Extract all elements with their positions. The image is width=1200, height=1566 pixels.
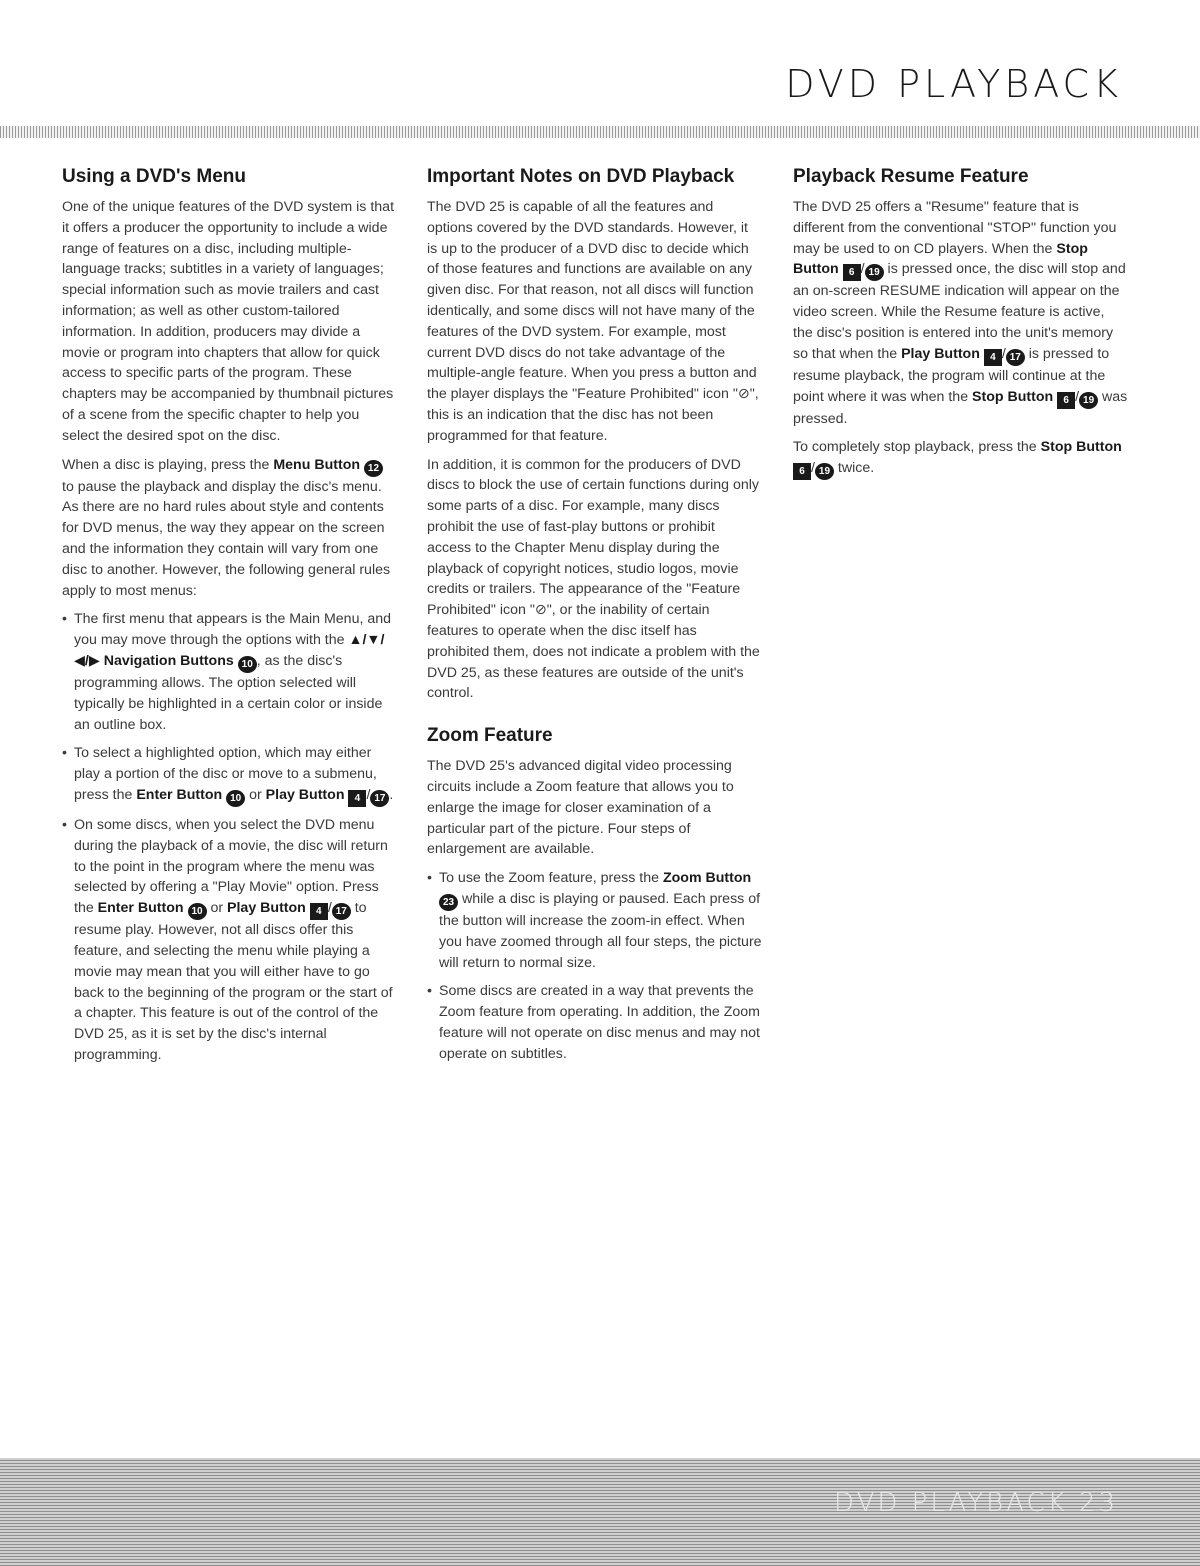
list-item bbox=[427, 868, 762, 973]
navigation-buttons-ref: ▲/▼/◀/▶ Navigation Buttons bbox=[74, 632, 385, 669]
text-run: On some discs, when you select the DVD menu during the playback of a movie, the disc will return to the point in the program where the menu was selected by offering a "Play Movie" option. Press the bbox=[74, 816, 388, 917]
text-run: The first menu that appears is the Main Menu, and you may move through the options with the bbox=[74, 611, 392, 649]
button-key: 6 bbox=[843, 264, 861, 281]
button-key: 4 bbox=[984, 349, 1002, 366]
text-run: is pressed once, the disc will stop and an on-screen RESUME indication will appear on the video screen. While the Resume feature is active, the disc's position is entered into the unit's memory so that when the bbox=[793, 261, 1126, 362]
paragraph: The DVD 25 is capable of all the features and options covered by the DVD standards. However, it is up to the producer of a DVD disc to decide which of those features and functions are available on any given disc. For that reason, not all discs will function identically, and some discs will not have many of the features of the DVD system. For example, most current DVD discs do not take advantage of the multiple-angle feature. When you press a button and the player displays the "Feature Prohibited" icon "⊘", this is an indication that the disc has not been programmed for that feature. bbox=[427, 199, 759, 444]
callout-number: 19 bbox=[865, 264, 884, 281]
text-run: to pause the playback and display the disc's menu. As there are no hard rules about style and contents for DVD menus, the way they appear on the screen and the information they contain will vary from one disc to another. However, the following general rules apply to most menus: bbox=[62, 478, 391, 599]
button-key: 4 bbox=[348, 790, 366, 807]
enter-button-ref: Enter Button bbox=[97, 900, 184, 917]
section-zoom-feature bbox=[427, 724, 762, 1064]
bullet-list bbox=[62, 609, 397, 1065]
callout-number: 19 bbox=[815, 463, 834, 480]
callout-number: 12 bbox=[364, 460, 383, 477]
play-button-ref: Play Button bbox=[265, 786, 345, 803]
section-heading: Playback Resume Feature bbox=[793, 166, 1029, 187]
callout-number: 17 bbox=[370, 790, 389, 807]
callout-number: 10 bbox=[238, 656, 257, 673]
paragraph: The DVD 25's advanced digital video processing circuits include a Zoom feature that allows you to enlarge the image for closer examination of a particular part of the picture. Four steps of enlargement are available. bbox=[427, 758, 734, 858]
header-divider bbox=[0, 126, 1200, 138]
section-heading: Using a DVD's Menu bbox=[62, 166, 246, 187]
list-item: • Some discs are created in a way that prevents the Zoom feature from operating. In addition, the Zoom feature will not operate on disc menus and may not operate on subtitles. bbox=[427, 981, 762, 1064]
paragraph: The DVD 25 offers a "Resume" feature that is different from the conventional "STOP" function you may be used to on CD players. When the Stop Button 6 / 19 is pressed once, the disc will stop and an on-screen RESUME indication will appear on the video screen. While the Resume feature is active, the disc's position is entered into the unit's memory so that when the Play Button 4 / 17 is pressed to resume playback, the program will continue at the point where it was when the Stop Button 6 / 19 was pressed. bbox=[793, 199, 1128, 427]
paragraph bbox=[62, 455, 397, 602]
column-middle bbox=[427, 165, 762, 1084]
text-run: To select a highlighted option, which may either play a portion of the disc or move to a submenu, press the bbox=[74, 745, 377, 803]
callout-number: 10 bbox=[226, 790, 245, 807]
section-important-notes bbox=[427, 165, 762, 704]
text-run: When a disc is playing, press the bbox=[62, 456, 274, 473]
callout-number: 19 bbox=[1079, 392, 1098, 409]
page-footer: DVD PLAYBACK 23 bbox=[834, 1488, 1118, 1518]
section-heading: Important Notes on DVD Playback bbox=[427, 166, 735, 187]
text-run: while a disc is playing or paused. Each press of the button will increase the zoom-in effect. When you have zoomed through all four steps, the picture will return to normal size. bbox=[439, 890, 762, 971]
callout-number: 10 bbox=[188, 903, 207, 920]
stop-button-ref: Stop Button bbox=[1040, 439, 1122, 456]
stop-button-ref: Stop Button bbox=[972, 388, 1054, 405]
text-run: or bbox=[245, 786, 266, 803]
list-item bbox=[62, 609, 397, 735]
text-run: is pressed to resume playback, the program will continue at the point where it was when the bbox=[793, 345, 1110, 405]
button-key: 6 bbox=[793, 463, 811, 480]
text-run: The DVD 25 offers a "Resume" feature that is different from the conventional "STOP" function you may be used to on CD players. When the bbox=[793, 199, 1117, 257]
stop-button-ref: Stop Button bbox=[793, 240, 1088, 278]
button-key: 4 bbox=[310, 903, 328, 920]
column-right bbox=[793, 165, 1128, 500]
text-run: twice. bbox=[833, 460, 875, 477]
text-run: was pressed. bbox=[793, 388, 1128, 427]
text-run: To use the Zoom feature, press the bbox=[439, 870, 663, 887]
paragraph: To completely stop playback, press the Stop Button 6 / 19 twice. bbox=[793, 437, 1128, 480]
play-button-ref: Play Button bbox=[901, 345, 980, 362]
section-dvd-menu bbox=[62, 165, 397, 1066]
paragraph: In addition, it is common for the producers of DVD discs to block the use of certain functions during only some parts of a disc. For example, many discs prohibit the use of fast-play buttons or prohibit access to the Chapter Menu display during the playback of copyright notices, studio logos, movie credits or trailers. The appearance of the "Feature Prohibited" icon "⊘", or the inability of certain features to operate when the disc itself has prohibited them, does not indicate a problem with the DVD 25, as these features are outside of the unit's control. bbox=[427, 456, 760, 702]
text-run: To completely stop playback, press the bbox=[793, 439, 1041, 456]
button-key: 6 bbox=[1057, 392, 1075, 409]
text-run: or bbox=[206, 900, 228, 917]
list-item: • On some discs, when you select the DVD menu during the playback of a movie, the disc will return to the point in the program where the menu was selected by offering a "Play Movie" option. Press the Enter Button 10 or Play Button 4 / 17 to resume play. However, not all discs offer this feature, and selecting the menu while playing a movie may mean that you will either have to go back to the beginning of the program or the start of a chapter. This feature is out of the control of the DVD 25, as it is set by the disc's internal programming. bbox=[62, 815, 397, 1066]
column-left bbox=[62, 165, 397, 1086]
zoom-button-ref: Zoom Button bbox=[662, 870, 752, 887]
enter-button-ref: Enter Button bbox=[136, 786, 223, 803]
menu-button-ref: Menu Button bbox=[273, 456, 361, 473]
play-button-ref: Play Button bbox=[227, 900, 306, 917]
section-playback-resume bbox=[793, 165, 1128, 480]
list-item: • To select a highlighted option, which may either play a portion of the disc or move to a submenu, press the Enter Button 10 or Play Button 4 / 17 . bbox=[62, 743, 397, 807]
bullet-list bbox=[427, 868, 762, 1064]
callout-number: 17 bbox=[1006, 349, 1025, 366]
page-title: DVD PLAYBACK bbox=[785, 62, 1122, 106]
text-run: to resume play. However, not all discs offer this feature, and selecting the menu while playing a movie may mean that you will either have to go back to the beginning of the program or the start of a chapter. This feature is out of the control of the DVD 25, as it is set by the disc's internal programming. bbox=[74, 900, 393, 1063]
callout-number: 23 bbox=[439, 894, 458, 911]
section-heading: Zoom Feature bbox=[427, 725, 553, 747]
text-run: , as the disc's programming allows. The option selected will typically be highlighted in a certain color or inside an outline box. bbox=[74, 652, 383, 733]
paragraph: One of the unique features of the DVD system is that it offers a producer the opportunity to include a wide range of features on a disc, including multiple-language tracks; subtitles in a variety of languages; special information such as movie trailers and cast information; as well as other custom-tailored information. In addition, producers may divide a movie or program into chapters that allow for quick access to specific parts of the program. These chapters may be accompanied by thumbnail pictures of a scene from the specific chapter to help you select the desired spot on the disc. bbox=[62, 199, 395, 444]
callout-number: 17 bbox=[332, 903, 351, 920]
